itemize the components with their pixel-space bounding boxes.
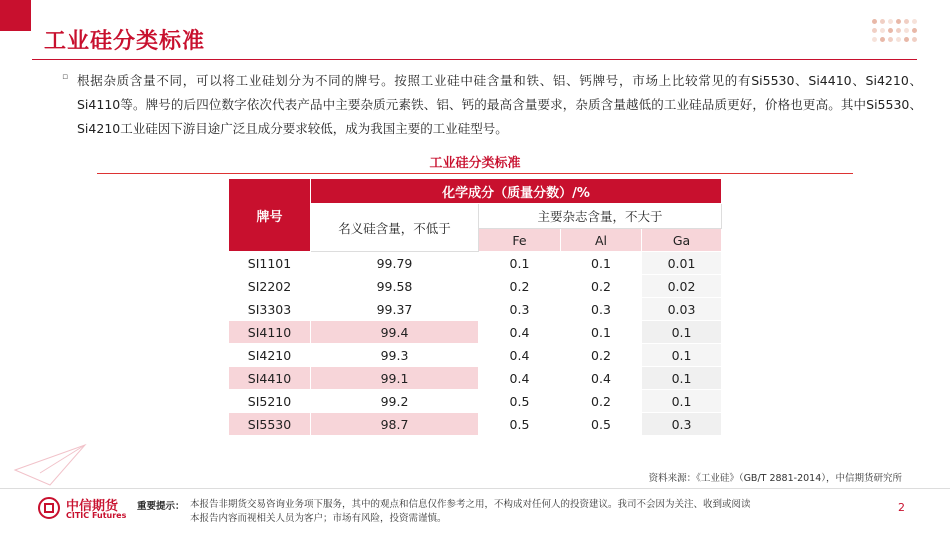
page-title: 工业硅分类标准 bbox=[44, 29, 206, 54]
cell-ga: 0.1 bbox=[642, 344, 722, 367]
cell-ga: 0.02 bbox=[642, 275, 722, 298]
cell-si: 99.3 bbox=[311, 344, 479, 367]
logo-en: CITIC Futures bbox=[66, 511, 127, 520]
header-composition: 化学成分（质量分数）/% bbox=[311, 179, 722, 204]
cell-al: 0.1 bbox=[561, 321, 642, 344]
notice-line-1: 本报告非期货交易咨询业务项下服务，其中的观点和信息仅作参考之用，不构成对任何人的投资建议。我司不会因为关注、收到或阅读 bbox=[190, 499, 751, 510]
cell-grade: SI1101 bbox=[229, 252, 311, 275]
cell-si: 98.7 bbox=[311, 413, 479, 436]
cell-ga: 0.1 bbox=[642, 367, 722, 390]
table-title: 工业硅分类标准 bbox=[429, 156, 521, 171]
header-fe: Fe bbox=[479, 229, 561, 252]
cell-ga: 0.3 bbox=[642, 413, 722, 436]
paper-plane-icon bbox=[10, 440, 90, 490]
table-row bbox=[229, 298, 722, 321]
corner-accent bbox=[0, 0, 31, 31]
cell-fe: 0.4 bbox=[479, 321, 561, 344]
classification-table bbox=[228, 178, 722, 436]
cell-grade: SI5210 bbox=[229, 390, 311, 413]
header-al: Al bbox=[561, 229, 642, 252]
cell-fe: 0.4 bbox=[479, 367, 561, 390]
cell-al: 0.2 bbox=[561, 390, 642, 413]
header-grade: 牌号 bbox=[229, 179, 311, 252]
cell-grade: SI4410 bbox=[229, 367, 311, 390]
cell-ga: 0.03 bbox=[642, 298, 722, 321]
cell-grade: SI4110 bbox=[229, 321, 311, 344]
source-note: 资料来源：《工业硅》（GB/T 2881-2014），中信期货研究所 bbox=[648, 473, 902, 484]
cell-grade: SI5530 bbox=[229, 413, 311, 436]
cell-ga: 0.1 bbox=[642, 390, 722, 413]
cell-al: 0.1 bbox=[561, 252, 642, 275]
table-row bbox=[229, 321, 722, 344]
citic-logo-icon bbox=[38, 497, 60, 519]
logo-cn: 中信期货 bbox=[66, 499, 119, 514]
notice-label: 重要提示： bbox=[137, 501, 185, 512]
cell-fe: 0.1 bbox=[479, 252, 561, 275]
table-title-divider bbox=[97, 173, 853, 174]
header-ga: Ga bbox=[642, 229, 722, 252]
cell-si: 99.4 bbox=[311, 321, 479, 344]
cell-fe: 0.5 bbox=[479, 390, 561, 413]
cell-ga: 0.01 bbox=[642, 252, 722, 275]
cell-si: 99.79 bbox=[311, 252, 479, 275]
cell-fe: 0.2 bbox=[479, 275, 561, 298]
page-number: 2 bbox=[898, 501, 905, 514]
cell-grade: SI2202 bbox=[229, 275, 311, 298]
cell-al: 0.2 bbox=[561, 344, 642, 367]
citic-logo bbox=[38, 495, 138, 523]
cell-si: 99.37 bbox=[311, 298, 479, 321]
cell-si: 99.1 bbox=[311, 367, 479, 390]
bullet-icon: ▫ bbox=[62, 72, 69, 82]
cell-grade: SI4210 bbox=[229, 344, 311, 367]
cell-al: 0.5 bbox=[561, 413, 642, 436]
body-paragraph: 根据杂质含量不同，可以将工业硅划分为不同的牌号。按照工业硅中硅含量和铁、铝、钙牌号，市场上比较常见的有Si5530、Si4410、Si4210、Si4110等。牌号的后四位数字依次代表产品中主要杂质元素铁、铝、钙的最高含量要求，杂质含量越低的工业硅品质更好，价格也更高。其中Si5530、Si4210工业硅因下游目途广泛且成分要求较低，成为我国主要的工业硅型号。 bbox=[77, 73, 922, 136]
cell-fe: 0.3 bbox=[479, 298, 561, 321]
cell-si: 99.2 bbox=[311, 390, 479, 413]
decorative-dots-icon bbox=[872, 19, 922, 45]
cell-si: 99.58 bbox=[311, 275, 479, 298]
cell-fe: 0.5 bbox=[479, 413, 561, 436]
notice-line-2: 本报告内容而视相关人员为客户；市场有风险，投资需谨慎。 bbox=[190, 513, 447, 524]
cell-al: 0.3 bbox=[561, 298, 642, 321]
header-impurity: 主要杂志含量，不大于 bbox=[479, 204, 722, 229]
notice-text bbox=[190, 498, 830, 526]
title-divider bbox=[32, 59, 917, 60]
table-row bbox=[229, 413, 722, 436]
footer-divider bbox=[0, 488, 950, 489]
cell-fe: 0.4 bbox=[479, 344, 561, 367]
table-row bbox=[229, 275, 722, 298]
cell-ga: 0.1 bbox=[642, 321, 722, 344]
header-si: 名义硅含量，不低于 bbox=[311, 204, 479, 252]
cell-al: 0.2 bbox=[561, 275, 642, 298]
table-row bbox=[229, 390, 722, 413]
cell-al: 0.4 bbox=[561, 367, 642, 390]
table-row bbox=[229, 367, 722, 390]
cell-grade: SI3303 bbox=[229, 298, 311, 321]
table-row bbox=[229, 344, 722, 367]
table-row bbox=[229, 252, 722, 275]
